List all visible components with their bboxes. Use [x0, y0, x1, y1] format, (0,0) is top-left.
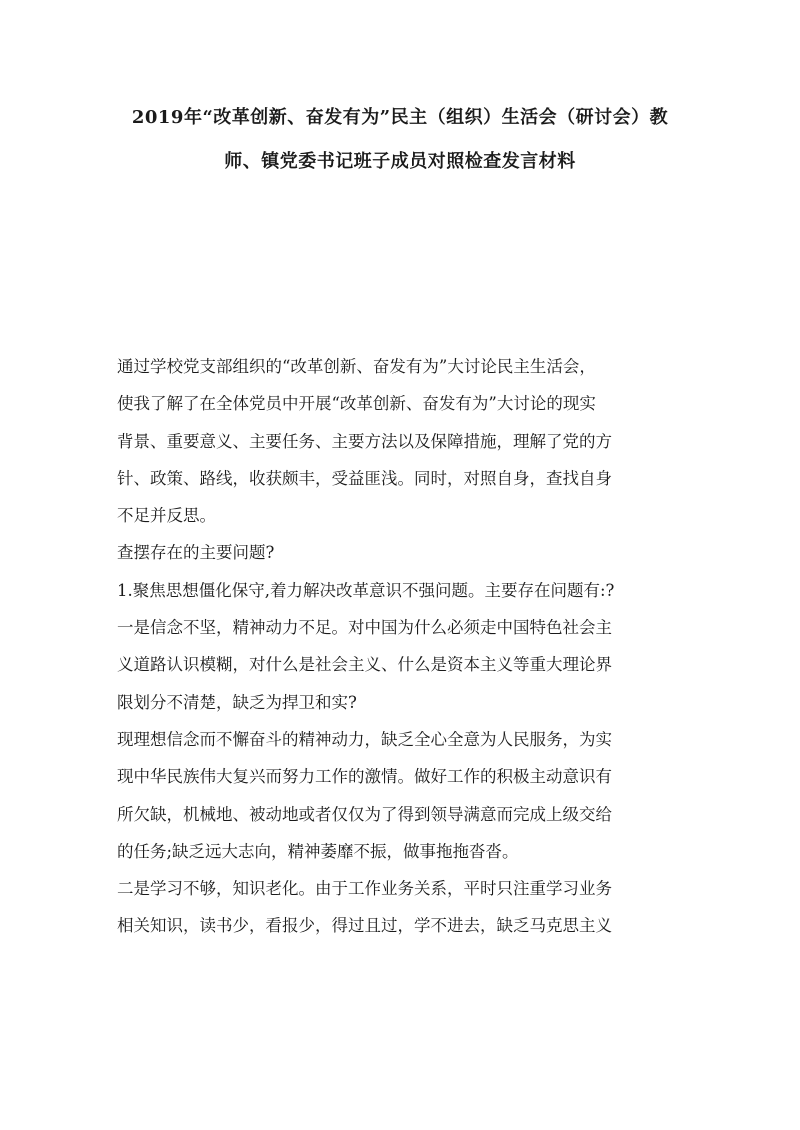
- body-line: 不足并反思。: [117, 506, 216, 526]
- body-line: 现理想信念而不懈奋斗的精神动力，缺乏全心全意为人民服务，为实: [117, 729, 612, 749]
- body-line: 背景、重要意义、主要任务、主要方法以及保障措施，理解了党的方: [117, 431, 612, 451]
- title-line: 师、镇党委书记班子成员对照检查发言材料: [224, 151, 576, 172]
- body-line: 一是信念不坚，精神动力不足。对中国为什么必须走中国特色社会主: [117, 618, 612, 638]
- section-heading: 查摆存在的主要问题?: [117, 543, 275, 563]
- numbered-item: 1.聚焦思想僵化保守,着力解决改革意识不强问题。主要存在问题有:?: [117, 580, 615, 600]
- body-line: 针、政策、路线，收获颇丰，受益匪浅。同时，对照自身，查找自身: [117, 468, 612, 488]
- body-line: 相关知识，读书少，看报少，得过且过，学不进去，缺乏马克思主义: [117, 916, 612, 936]
- body-line: 通过学校党支部组织的“改革创新、奋发有为”大讨论民主生活会，: [117, 357, 596, 376]
- body-line: 二是学习不够，知识老化。由于工作业务关系，平时只注重学习业务: [117, 879, 612, 899]
- title-line: 2019年“改革创新、奋发有为”民主（组织）生活会（研讨会）教: [131, 107, 669, 128]
- body-line: 所欠缺，机械地、被动地或者仅仅为了得到领导满意而完成上级交给: [117, 804, 612, 824]
- body-line: 的任务;缺乏远大志向，精神萎靡不振，做事拖拖沓沓。: [117, 841, 519, 861]
- body-line: 现中华民族伟大复兴而努力工作的激情。做好工作的积极主动意识有: [117, 767, 612, 787]
- body-line: 限划分不清楚，缺乏为捍卫和实?: [117, 692, 357, 712]
- body-line: 义道路认识模糊，对什么是社会主义、什么是资本主义等重大理论界: [117, 655, 612, 675]
- document-body: [117, 348, 687, 945]
- document-title: [100, 96, 700, 184]
- body-line: 使我了解了在全体党员中开展“改革创新、奋发有为”大讨论的现实: [117, 394, 596, 414]
